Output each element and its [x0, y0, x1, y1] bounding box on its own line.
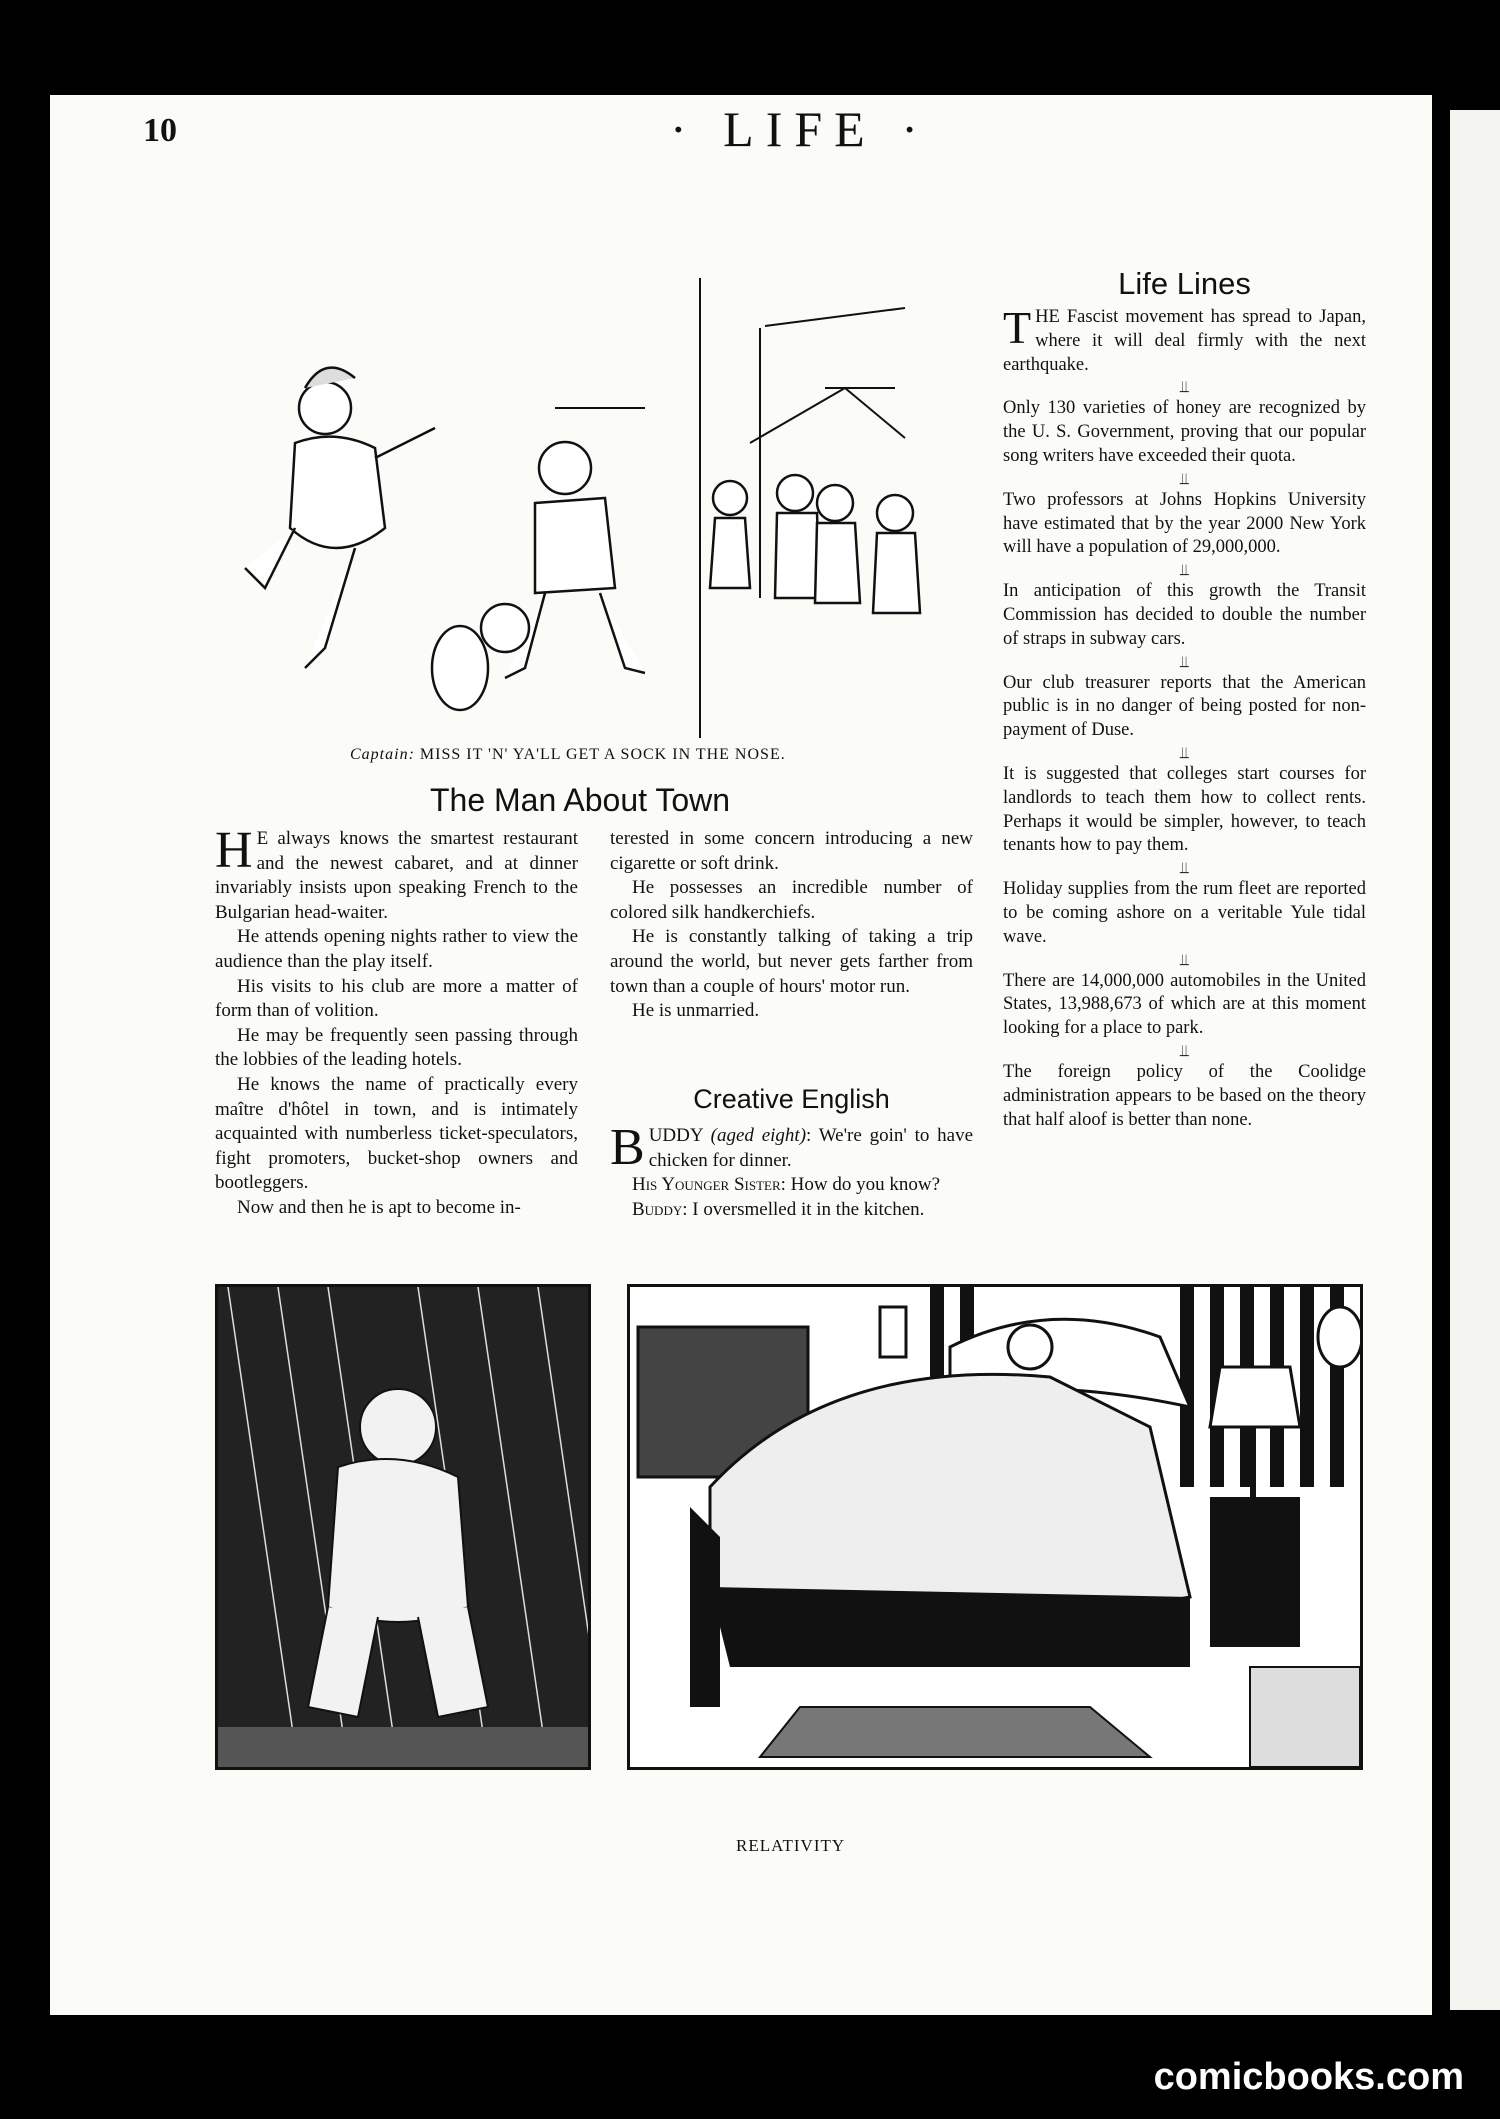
life-lines-item	[1003, 1061, 1366, 1132]
life-lines-separator: ⫫	[1180, 949, 1189, 969]
mat-paragraph: His visits to his club are more a matter of form than of volition.	[215, 975, 578, 1022]
mat-paragraph: He attends opening nights rather to view the audience than the play itself.	[215, 926, 578, 972]
life-lines-item	[1003, 878, 1366, 949]
dropcap-t: T	[1003, 302, 1032, 353]
life-lines-item	[1003, 302, 1366, 377]
life-lines-separator: ⫫	[1180, 560, 1189, 580]
life-lines-item	[1003, 672, 1366, 743]
mat-paragraph: He knows the name of practically every maître d'hôtel in town, and is intimately acquainted with numberless ticket-speculators, fight promoters, bucket-shop owners and bootleggers.	[215, 1073, 578, 1194]
life-lines-text: Our club treasurer reports that the American public is in no danger of being posted for non-payment of Duse.	[1003, 672, 1366, 741]
life-lines-item	[1003, 970, 1366, 1041]
speaker-buddy: UDDY	[648, 1125, 703, 1146]
life-lines-separator: ⫫	[1180, 468, 1189, 488]
man-about-town-left-column	[215, 822, 578, 1221]
life-lines-separator: ⫫	[1180, 858, 1189, 878]
mat-paragraph: He is unmarried.	[632, 1000, 760, 1022]
life-lines-column	[1003, 302, 1366, 1132]
rain-vagrant-illustration	[215, 1284, 591, 1770]
creative-english-body	[610, 1119, 974, 1222]
speaker-sister: His Younger Sister	[632, 1174, 781, 1196]
masthead: · LIFE ·	[670, 101, 930, 157]
life-lines-item	[1003, 397, 1366, 468]
caption-text: MISS IT 'N' YA'LL GET A SOCK IN THE NOSE.	[419, 746, 786, 763]
man-about-town-right-column	[610, 827, 973, 1024]
life-lines-text: HE Fascist movement has spread to Japan, where it will deal firmly with the next earthquake.	[1003, 307, 1366, 375]
mat-paragraph: He possesses an incredible number of colored silk handkerchiefs.	[610, 877, 973, 923]
life-lines-text: The foreign policy of the Coolidge administration appears to be based on the theory that half aloof is better than none.	[1003, 1061, 1366, 1130]
life-lines-item	[1003, 580, 1366, 651]
life-lines-text: Only 130 varieties of honey are recognized by the U. S. Government, proving that our popular song writers have exceeded their quota.	[1003, 398, 1366, 466]
life-lines-text: It is suggested that colleges start courses for landlords to teach them how to collect rents. Perhaps it would be simpler, however, to teach tenants how to pay them.	[1003, 763, 1366, 856]
life-lines-separator: ⫫	[1180, 377, 1189, 397]
dropcap-h: H	[215, 822, 253, 879]
speaker-buddy-2: Buddy	[632, 1198, 683, 1220]
life-lines-item	[1003, 489, 1366, 560]
bedroom-illustration	[627, 1284, 1363, 1770]
life-lines-text: Two professors at Johns Hopkins University have estimated that by the year 2000 New York will have a population of 29,000,000.	[1003, 489, 1366, 558]
dropcap-b: B	[610, 1119, 645, 1176]
life-lines-text: Holiday supplies from the rum fleet are reported to be coming ashore on a veritable Yule tidal wave.	[1003, 879, 1366, 947]
mat-paragraph: Now and then he is apt to become in-	[237, 1196, 521, 1218]
mat-paragraph: He may be frequently seen passing through the lobbies of the leading hotels.	[215, 1024, 578, 1071]
page-number: 10	[143, 112, 177, 149]
relativity-caption: RELATIVITY	[736, 1836, 846, 1855]
life-lines-text: In anticipation of this growth the Transit Commission has decided to double the number of straps in subway cars.	[1003, 581, 1366, 649]
life-lines-item	[1003, 763, 1366, 858]
man-about-town-title: The Man About Town	[429, 782, 731, 818]
life-lines-separator: ⫫	[1180, 651, 1189, 671]
sister-line: : How do you know?	[780, 1174, 941, 1196]
next-page-edge	[1450, 110, 1500, 2010]
watermark: comicbooks.com	[1148, 2054, 1470, 2101]
mat-paragraph: He is constantly talking of taking a trip around the world, but never gets farther from town than a couple of hours' motor run.	[610, 926, 973, 997]
mat-paragraph: terested in some concern introducing a new cigarette or soft drink.	[610, 828, 973, 874]
caption-speaker: Captain:	[350, 746, 415, 763]
top-cartoon-caption	[350, 746, 786, 764]
life-lines-separator: ⫫	[1180, 742, 1189, 762]
creative-english-title: Creative English	[693, 1084, 890, 1114]
life-lines-separator: ⫫	[1180, 1040, 1189, 1060]
life-lines-text: There are 14,000,000 automobiles in the United States, 13,988,673 of which are at this moment looking for a place to park.	[1003, 970, 1366, 1039]
football-cartoon	[205, 268, 965, 748]
life-lines-title: Life Lines	[1118, 266, 1251, 301]
mat-paragraph: E always knows the smartest restaurant and the newest cabaret, and at dinner invariably insists upon speaking French to the Bulgarian head-waiter.	[215, 828, 578, 923]
buddy-aside: (aged eight)	[710, 1125, 807, 1146]
buddy-line: : We're goin' to have chicken for dinner.	[648, 1125, 974, 1171]
buddy-line-2: : I oversmelled it in the kitchen.	[682, 1198, 925, 1220]
